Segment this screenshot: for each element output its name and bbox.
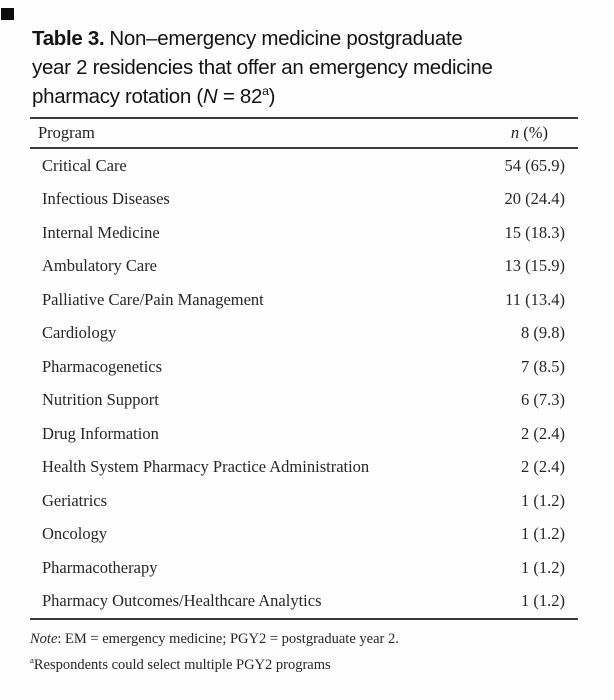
value-cell: 1 (1.2)	[521, 591, 565, 611]
column-header-n-symbol: n	[510, 123, 520, 142]
caption-close-paren: )	[268, 85, 276, 108]
value-cell: 2 (2.4)	[521, 457, 565, 477]
program-cell: Geriatrics	[42, 490, 108, 510]
program-cell: Palliative Care/Pain Management	[42, 289, 264, 309]
note-label: Note	[30, 631, 58, 647]
column-header-pct: (%)	[519, 123, 548, 142]
footnote-line	[30, 654, 578, 676]
note-line	[30, 628, 578, 650]
value-cell: 11 (13.4)	[505, 289, 565, 309]
table-row	[30, 216, 578, 250]
table-row	[30, 451, 578, 485]
value-cell: 1 (1.2)	[521, 490, 565, 510]
scan-edge-artifact-mark	[1, 8, 14, 20]
caption-line-3-text: pharmacy rotation (	[32, 85, 203, 108]
value-cell: 1 (1.2)	[521, 557, 565, 577]
value-cell: 2 (2.4)	[521, 423, 565, 443]
column-header-n-pct	[511, 123, 548, 143]
table-row	[30, 250, 578, 284]
program-cell: Pharmacotherapy	[42, 557, 158, 577]
program-cell: Critical Care	[42, 155, 127, 175]
table-body	[30, 149, 578, 618]
value-cell: 7 (8.5)	[521, 356, 565, 376]
program-cell: Nutrition Support	[42, 390, 159, 410]
caption-line-1-text: Non–emergency medicine postgraduate	[109, 27, 463, 50]
value-cell: 15 (18.3)	[504, 222, 565, 242]
program-cell: Oncology	[42, 524, 108, 544]
footnote-text: Respondents could select multiple PGY2 programs	[33, 657, 331, 673]
table-3	[30, 117, 578, 620]
program-cell: Cardiology	[42, 323, 117, 343]
note-text: : EM = emergency medicine; PGY2 = postgraduate year 2.	[57, 631, 399, 647]
caption-table-number: Table 3.	[32, 27, 105, 50]
table-row	[30, 149, 578, 183]
program-cell: Drug Information	[42, 423, 159, 443]
caption-n-symbol: N	[202, 85, 218, 108]
program-cell: Health System Pharmacy Practice Administration	[42, 457, 370, 477]
table-row	[30, 518, 578, 552]
table-row	[30, 585, 578, 619]
table-header-row	[30, 119, 578, 147]
program-cell: Ambulatory Care	[42, 256, 158, 276]
caption-line-2-text: year 2 residencies that offer an emergency medicine	[32, 56, 493, 79]
table-row	[30, 350, 578, 384]
footnote-marker: a	[30, 655, 34, 666]
table-row	[30, 183, 578, 217]
value-cell: 1 (1.2)	[521, 524, 565, 544]
caption-line-3	[32, 82, 592, 111]
value-cell: 6 (7.3)	[521, 390, 565, 410]
table-row	[30, 317, 578, 351]
column-header-program: Program	[38, 123, 95, 142]
program-cell: Internal Medicine	[42, 222, 160, 242]
caption-line-1	[32, 24, 592, 53]
program-cell: Pharmacy Outcomes/Healthcare Analytics	[42, 591, 322, 611]
table-caption	[32, 24, 592, 111]
table-row	[30, 283, 578, 317]
table-row	[30, 484, 578, 518]
value-cell: 8 (9.8)	[521, 323, 565, 343]
caption-footnote-marker: a	[262, 84, 269, 99]
table-notes	[30, 628, 578, 680]
value-cell: 54 (65.9)	[504, 155, 565, 175]
table-row	[30, 551, 578, 585]
caption-n-value: = 82	[217, 85, 263, 108]
table-row	[30, 384, 578, 418]
program-cell: Pharmacogenetics	[42, 356, 163, 376]
value-cell: 13 (15.9)	[504, 256, 565, 276]
value-cell: 20 (24.4)	[504, 189, 565, 209]
caption-line-2	[32, 53, 592, 82]
table-bottom-rule	[30, 618, 578, 620]
table-row	[30, 417, 578, 451]
program-cell: Infectious Diseases	[42, 189, 170, 209]
